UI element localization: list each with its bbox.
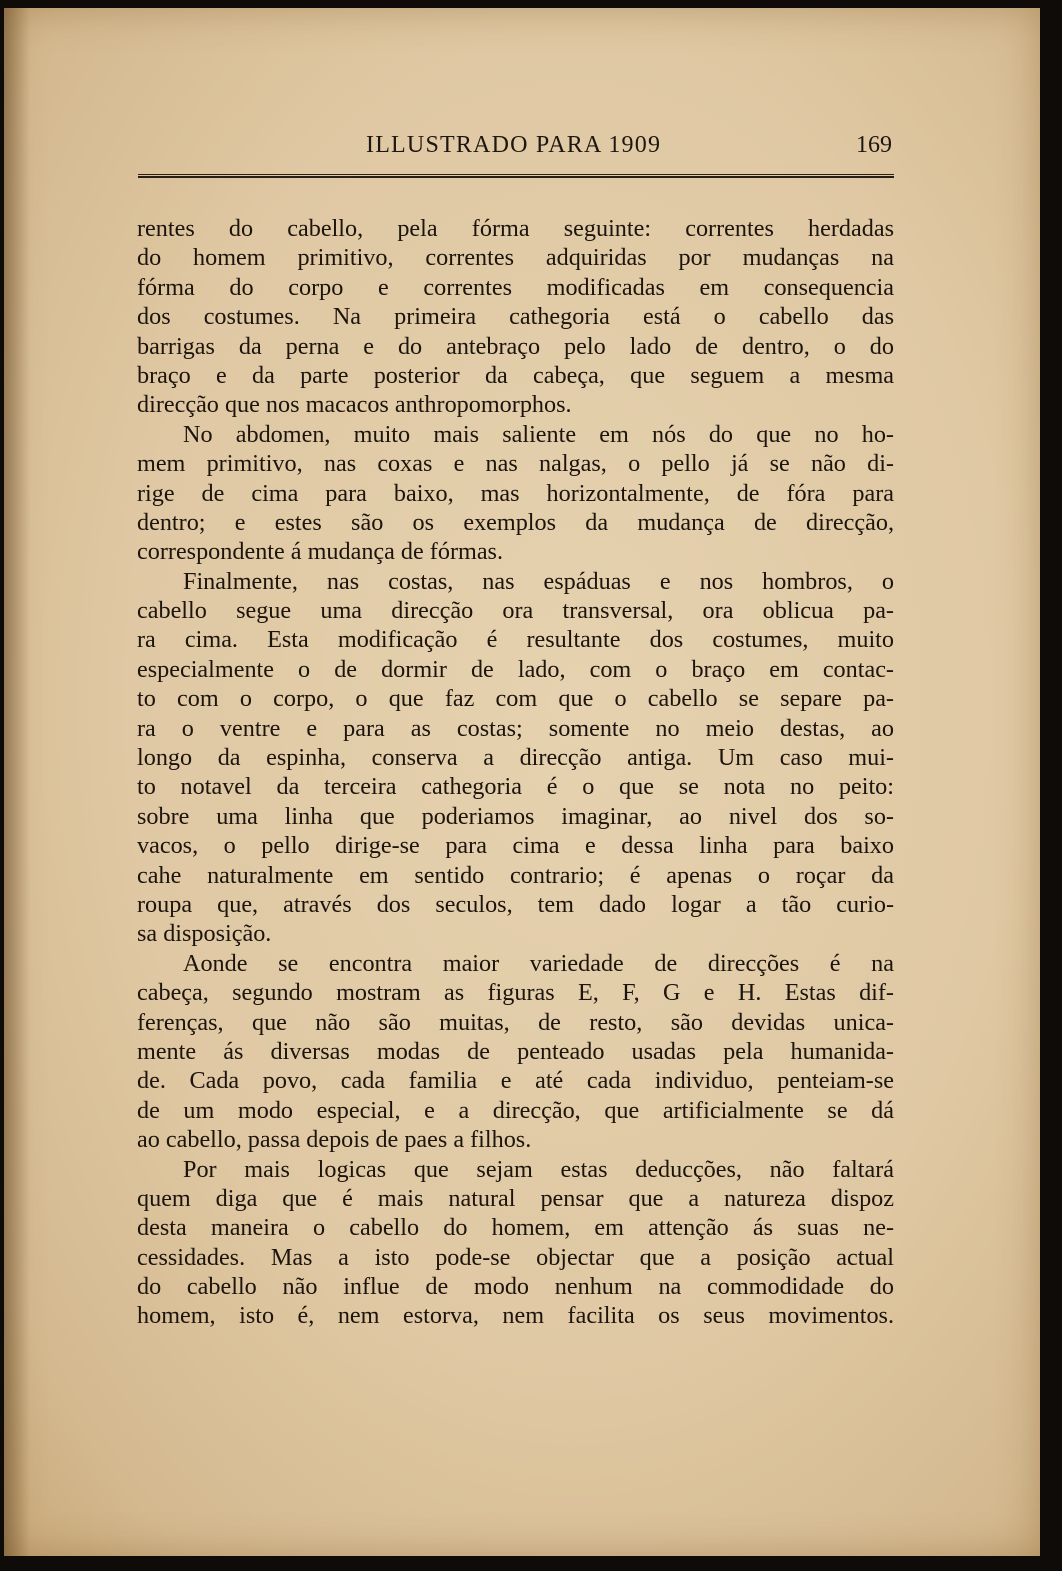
text-line: mem primitivo, nas coxas e nas nalgas, o pello já se não di- — [137, 450, 894, 478]
text-line: mente ás diversas modas de penteado usadas pela humanida- — [137, 1037, 894, 1065]
text-line: sobre uma linha que poderiamos imaginar, ao nivel dos so- — [137, 802, 894, 830]
text-line: to com o corpo, o que faz com que o cabello se separe pa- — [137, 685, 894, 713]
text-line: quem diga que é mais natural pensar que a natureza dispoz — [137, 1184, 894, 1212]
running-title: ILLUSTRADO PARA 1909 — [366, 132, 662, 158]
text-line: ra o ventre e para as costas; somente no meio destas, ao — [137, 714, 894, 742]
text-line: ferenças, que não são muitas, de resto, são devidas unica- — [137, 1008, 894, 1036]
text-line: desta maneira o cabello do homem, em attenção ás suas ne- — [137, 1214, 894, 1242]
text-line: ao cabello, passa depois de paes a filhos. — [137, 1126, 532, 1154]
header-rule — [138, 174, 894, 178]
text-line: cabeça, segundo mostram as figuras E, F, G e H. Estas dif- — [137, 979, 894, 1007]
text-line: to notavel da terceira cathegoria é o que se nota no peito: — [137, 773, 894, 801]
page-number: 169 — [856, 132, 892, 158]
text-line: fórma do corpo e correntes modificadas em consequencia — [137, 273, 894, 301]
text-line: do homem primitivo, correntes adquiridas por mudanças na — [137, 244, 894, 272]
text-line: cahe naturalmente em sentido contrario; é apenas o roçar da — [137, 861, 894, 889]
text-line: de um modo especial, e a direcção, que artificialmente se dá — [137, 1096, 894, 1124]
text-line: vacos, o pello dirige-se para cima e dessa linha para baixo — [137, 832, 894, 860]
text-line: Por mais logicas que sejam estas deducções, não faltará — [183, 1155, 894, 1183]
page-header — [138, 128, 894, 168]
text-line: rige de cima para baixo, mas horizontalmente, de fóra para — [137, 479, 894, 507]
text-line: longo da espinha, conserva a direcção antiga. Um caso mui- — [137, 744, 894, 772]
text-line: No abdomen, muito mais saliente em nós do que no ho- — [183, 420, 894, 448]
text-line: dentro; e estes são os exemplos da mudança de direcção, — [137, 508, 894, 536]
text-line: ra cima. Esta modificação é resultante dos costumes, muito — [137, 626, 894, 654]
text-line: cessidades. Mas a isto pode-se objectar que a posição actual — [137, 1243, 894, 1271]
body-text — [137, 214, 894, 1331]
text-line: de. Cada povo, cada familia e até cada individuo, penteiam-se — [137, 1067, 894, 1095]
text-line: do cabello não influe de modo nenhum na commodidade do — [137, 1273, 894, 1301]
text-line: direcção que nos macacos anthropomorphos. — [137, 391, 572, 419]
text-line: sa disposição. — [137, 920, 272, 948]
text-line: cabello segue uma direcção ora transversal, ora oblicua pa- — [137, 597, 894, 625]
text-line: barrigas da perna e do antebraço pelo lado de dentro, o do — [137, 332, 894, 360]
text-line: especialmente o de dormir de lado, com o braço em contac- — [137, 655, 894, 683]
text-line: correspondente á mudança de fórmas. — [137, 538, 504, 566]
text-line: roupa que, através dos seculos, tem dado logar a tão curio- — [137, 890, 894, 918]
text-line: Finalmente, nas costas, nas espáduas e nos hombros, o — [183, 567, 894, 595]
text-line: Aonde se encontra maior variedade de direcções é na — [183, 949, 894, 977]
text-line: braço e da parte posterior da cabeça, que seguem a mesma — [137, 361, 894, 389]
text-line: rentes do cabello, pela fórma seguinte: correntes herdadas — [137, 215, 894, 242]
text-line: dos costumes. Na primeira cathegoria está o cabello das — [137, 303, 894, 331]
text-line: homem, isto é, nem estorva, nem facilita os seus movimentos. — [137, 1302, 894, 1330]
